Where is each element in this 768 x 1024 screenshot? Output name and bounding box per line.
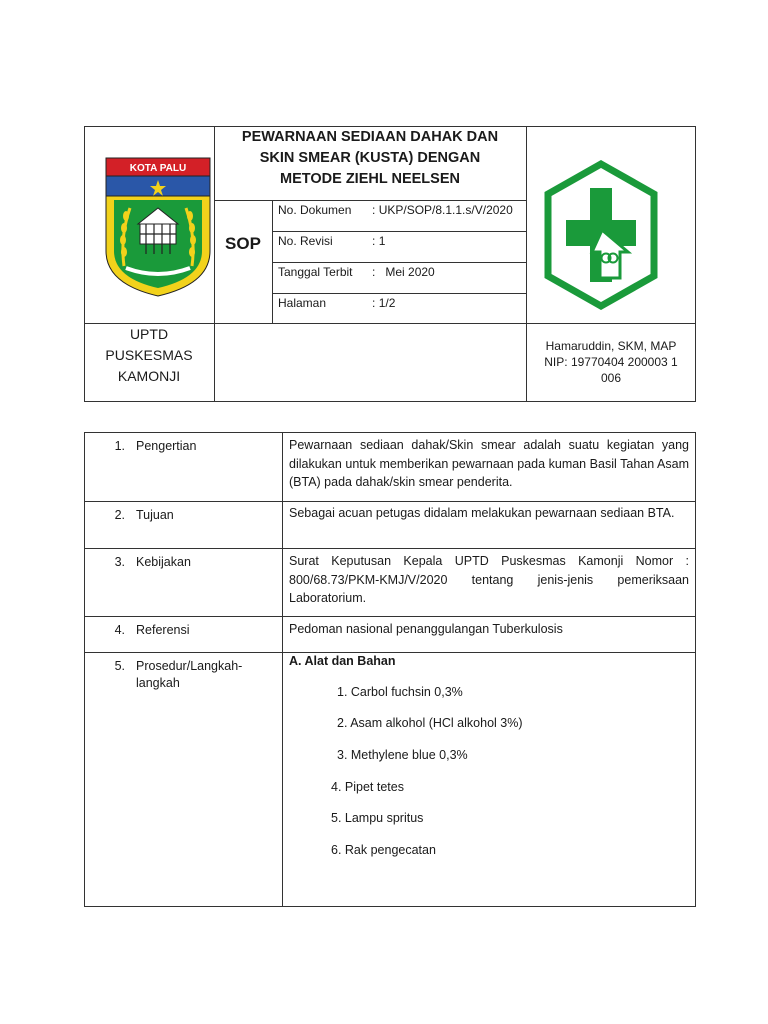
section-label-kebijakan [84, 548, 282, 571]
meta-key: No. Dokumen [278, 203, 352, 217]
section-number: 3. [114, 555, 125, 569]
section-label [136, 658, 256, 692]
signatory-nip-line-1: NIP: 19770404 200003 1 [544, 355, 678, 369]
section-label-line-1: Prosedur/Langkah- [136, 659, 243, 673]
section-number: 4. [114, 623, 125, 637]
unit-line-2: PUSKESMAS [105, 347, 193, 363]
signatory-nip-line-2: 006 [600, 371, 622, 385]
signatory-name: Hamaruddin, SKM, MAP [545, 339, 677, 353]
section-label-tujuan [84, 501, 282, 524]
emblem-banner-text: KOTA PALU [129, 163, 187, 174]
meta-sep: : [372, 203, 376, 217]
meta-row-no-dokumen [272, 200, 526, 231]
section-label-prosedur [84, 652, 282, 692]
section-text-referensi: Pedoman nasional penanggulangan Tuberkulosis [289, 622, 563, 636]
section-label-referensi [84, 616, 282, 639]
procedure-subheading: A. Alat dan Bahan [289, 654, 396, 668]
meta-sep: : [372, 296, 376, 310]
list-item: 3. Methylene blue 0,3% [337, 748, 468, 762]
unit-name [84, 323, 214, 387]
list-item: 1. Carbol fuchsin 0,3% [337, 685, 463, 699]
kota-palu-emblem-icon [104, 156, 212, 298]
list-item: 6. Rak pengecatan [331, 843, 436, 857]
meta-value: UKP/SOP/8.1.1.s/V/2020 [378, 203, 513, 217]
meta-row-tanggal-terbit [272, 262, 526, 293]
puskesmas-logo-icon [542, 160, 660, 310]
document-title [214, 126, 526, 190]
meta-value: Mei 2020 [385, 265, 435, 279]
meta-sep: : [372, 234, 376, 248]
section-text-kebijakan: Surat Keputusan Kepala UPTD Puskesmas Kamonji Nomor : 800/68.73/PKM-KMJ/V/2020 tentang jenis-jenis pemeriksaan Laboratorium. [289, 554, 689, 605]
section-label: Tujuan [136, 508, 174, 522]
section-text-pengertian: Pewarnaan sediaan dahak/Skin smear adalah suatu kegiatan yang dilakukan untuk memberikan pewarnaan pada kuman Basil Tahan Asam (BTA) pada dahak/skin smear penderita. [289, 438, 689, 489]
section-number: 2. [114, 508, 125, 522]
list-item: 2. Asam alkohol (HCl alkohol 3%) [337, 716, 523, 730]
title-line-2: SKIN SMEAR (KUSTA) DENGAN [259, 150, 481, 166]
unit-line-1: UPTD [129, 326, 169, 342]
meta-value: 1 [378, 234, 386, 248]
title-line-1: PEWARNAAN SEDIAAN DAHAK DAN [241, 129, 499, 145]
meta-key: Tanggal Terbit [278, 265, 353, 279]
section-text-tujuan: Sebagai acuan petugas didalam melakukan pewarnaan sediaan BTA. [289, 506, 675, 520]
meta-row-halaman [272, 293, 526, 324]
list-item: 5. Lampu spritus [331, 811, 424, 825]
section-label: Kebijakan [136, 555, 191, 569]
unit-line-3: KAMONJI [117, 368, 181, 384]
meta-row-no-revisi [272, 231, 526, 262]
meta-key: No. Revisi [278, 234, 333, 248]
meta-sep: : [372, 265, 376, 279]
section-label: Pengertian [136, 439, 197, 453]
title-line-3: METODE ZIEHL NEELSEN [280, 171, 460, 187]
section-label-pengertian [84, 432, 282, 455]
list-item: 4. Pipet tetes [331, 780, 404, 794]
section-number: 1. [114, 439, 125, 453]
section-label-line-2: langkah [136, 676, 180, 690]
signatory [526, 323, 696, 386]
section-label: Referensi [136, 623, 190, 637]
meta-key: Halaman [278, 296, 327, 310]
meta-value: 1/2 [378, 296, 396, 310]
sop-label: SOP [225, 234, 261, 253]
section-number: 5. [114, 659, 125, 673]
